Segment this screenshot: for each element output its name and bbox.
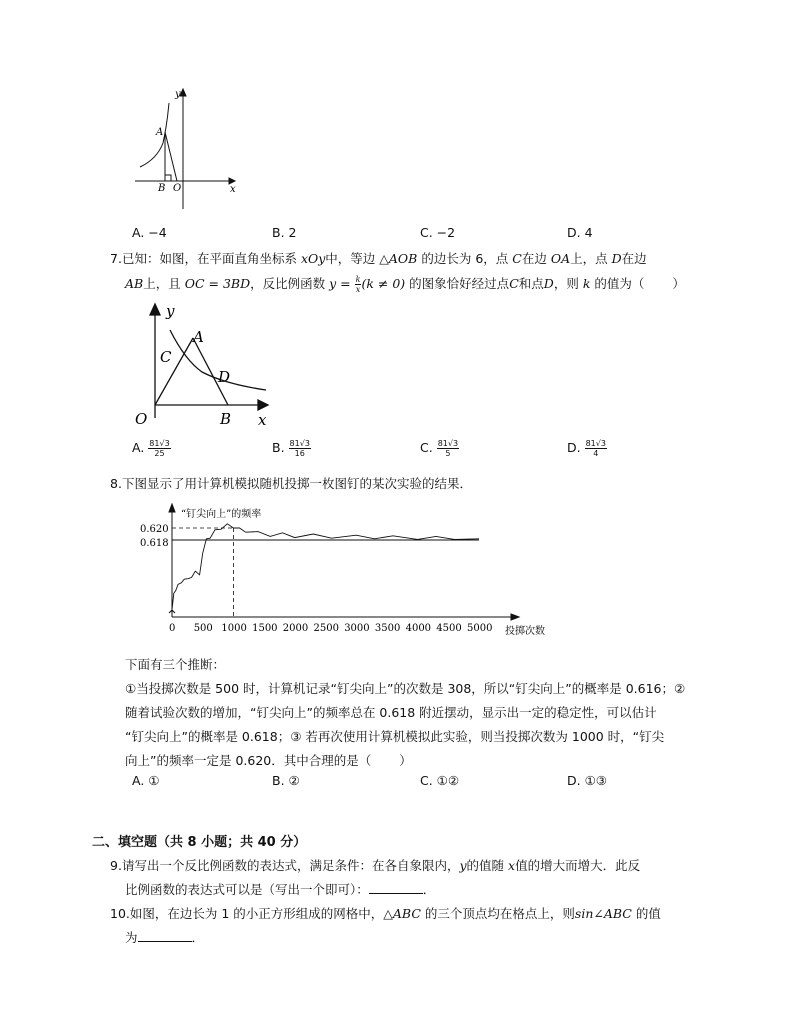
segment-AO (165, 132, 177, 181)
figure-q6 (125, 85, 245, 215)
fig6-label-x: x (230, 184, 236, 195)
q9-line2: 比例函数的表达式可以是（写出一个即可）： ． (125, 882, 436, 897)
frequency-chart (125, 500, 585, 645)
x-tick-0: 0 (169, 623, 176, 634)
x-tick-1500: 1500 (252, 623, 278, 634)
fig6-label-B: B (158, 183, 166, 194)
chart-y-axis-arrow (169, 504, 175, 512)
x-axis-arrow (258, 400, 268, 410)
y-axis-arrow (150, 304, 160, 315)
fig7-label-y: y (166, 302, 175, 320)
fig7-label-O: O (135, 410, 148, 428)
x-tick-4000: 4000 (405, 623, 432, 634)
x-tick-500: 500 (193, 623, 213, 634)
chart-title: “钉尖向上”的频率 (181, 509, 262, 520)
fig7-label-A: A (193, 328, 204, 346)
q8-option-c[interactable]: C. ①② (420, 773, 460, 788)
x-tick-2000: 2000 (282, 623, 309, 634)
x-tick-4500: 4500 (436, 623, 462, 634)
q8-line3: “钉尖向上”的概率是 0.618；③ 若再次使用计算机模拟此实验，则当投掷次数为 1000 时，“钉尖 (125, 729, 665, 744)
q9-answer-blank[interactable] (369, 882, 423, 894)
x-tick-3500: 3500 (374, 623, 401, 634)
q9-line1: 9.请写出一个反比例函数的表达式，满足条件：在各自象限内，y的值随 x值的增大而增大．此反 (110, 858, 641, 873)
q7-k-over-x: $\frac{k}{x}$ (355, 275, 361, 294)
fig6-label-O: O (173, 183, 182, 194)
q10-line1: 10.如图，在边长为 1 的小正方形组成的网格中，△ABC 的三个顶点均在格点上，则sin∠ABC 的值 (110, 906, 661, 921)
fig7-label-x: x (258, 411, 267, 429)
q8-option-d[interactable]: D. ①③ (567, 773, 607, 788)
fig7-label-C: C (160, 348, 172, 366)
fig6-label-A: A (156, 127, 164, 138)
y-tick-0618: 0.618 (140, 538, 169, 549)
q8-line4: 向上”的频率一定是 0.620．其中合理的是（ ） (125, 753, 412, 768)
chart-x-axis-arrow (511, 614, 519, 620)
x-tick-2500: 2500 (313, 623, 339, 634)
x-tick-5000: 5000 (467, 623, 493, 634)
q6-option-d[interactable]: D. 4 (567, 225, 593, 240)
fig7-label-B: B (220, 410, 232, 428)
q8-option-a[interactable]: A. ① (132, 773, 160, 788)
q8-line1: ①当投掷次数是 500 时，计算机记录“钉尖向上”的次数是 308，所以“钉尖向上”的概率是 0.616；② (125, 681, 686, 696)
q10-number: 10. (110, 906, 130, 921)
q6-option-b[interactable]: B. 2 (272, 225, 297, 240)
figure-q7 (130, 300, 280, 430)
fig6-label-y: y (175, 89, 181, 100)
q8-number: 8. (110, 476, 122, 491)
right-angle-mark (165, 175, 171, 181)
q7-option-c[interactable]: C. $\frac{81√3}{5}$ (420, 439, 459, 458)
q7-option-a[interactable]: A. $\frac{81√3}{25}$ (132, 439, 170, 458)
series-frequency-line (172, 524, 479, 610)
y-axis-arrow (180, 89, 186, 96)
q6-option-a[interactable]: A. −4 (132, 225, 167, 240)
x-tick-1000: 1000 (221, 623, 247, 634)
x-tick-3000: 3000 (344, 623, 370, 634)
q7-line1: 7.已知：如图，在平面直角坐标系 xOy中，等边 △AOB 的边长为 6，点 C在边 OA上，点 D在边 (110, 251, 647, 266)
q10-answer-blank[interactable] (138, 930, 192, 942)
q6-option-c[interactable]: C. −2 (420, 225, 456, 240)
q7-line2: AB上，且 OC = 3BD，反比例函数 y = $\frac{k}{x}$ (k ≠ 0) 的图象恰好经过点C和点D，则 k 的值为（ ） (125, 275, 685, 294)
q7-number: 7. (110, 251, 122, 266)
q10-line2: 为 ． (125, 930, 205, 945)
q8-option-b[interactable]: B. ② (272, 773, 300, 788)
q7-option-b[interactable]: B. $\frac{81√3}{16}$ (272, 439, 310, 458)
q9-number: 9. (110, 858, 122, 873)
q8-line2: 随着试验次数的增加，“钉尖向上”的频率总在 0.618 附近摆动，显示出一定的稳定性，可以估计 (125, 705, 657, 720)
chart-x-label: 投掷次数 (505, 626, 545, 637)
fig7-label-D: D (218, 368, 231, 386)
q8-stem: 8.下图显示了用计算机模拟随机投掷一枚图钉的某次实验的结果． (110, 476, 472, 491)
y-tick-0620: 0.620 (140, 524, 169, 535)
q7-option-d[interactable]: D. $\frac{81√3}{4}$ (567, 439, 606, 458)
section-title-fill-in: 二、填空题（共 8 小题；共 40 分） (92, 835, 307, 850)
q8-intro: 下面有三个推断： (125, 657, 226, 672)
